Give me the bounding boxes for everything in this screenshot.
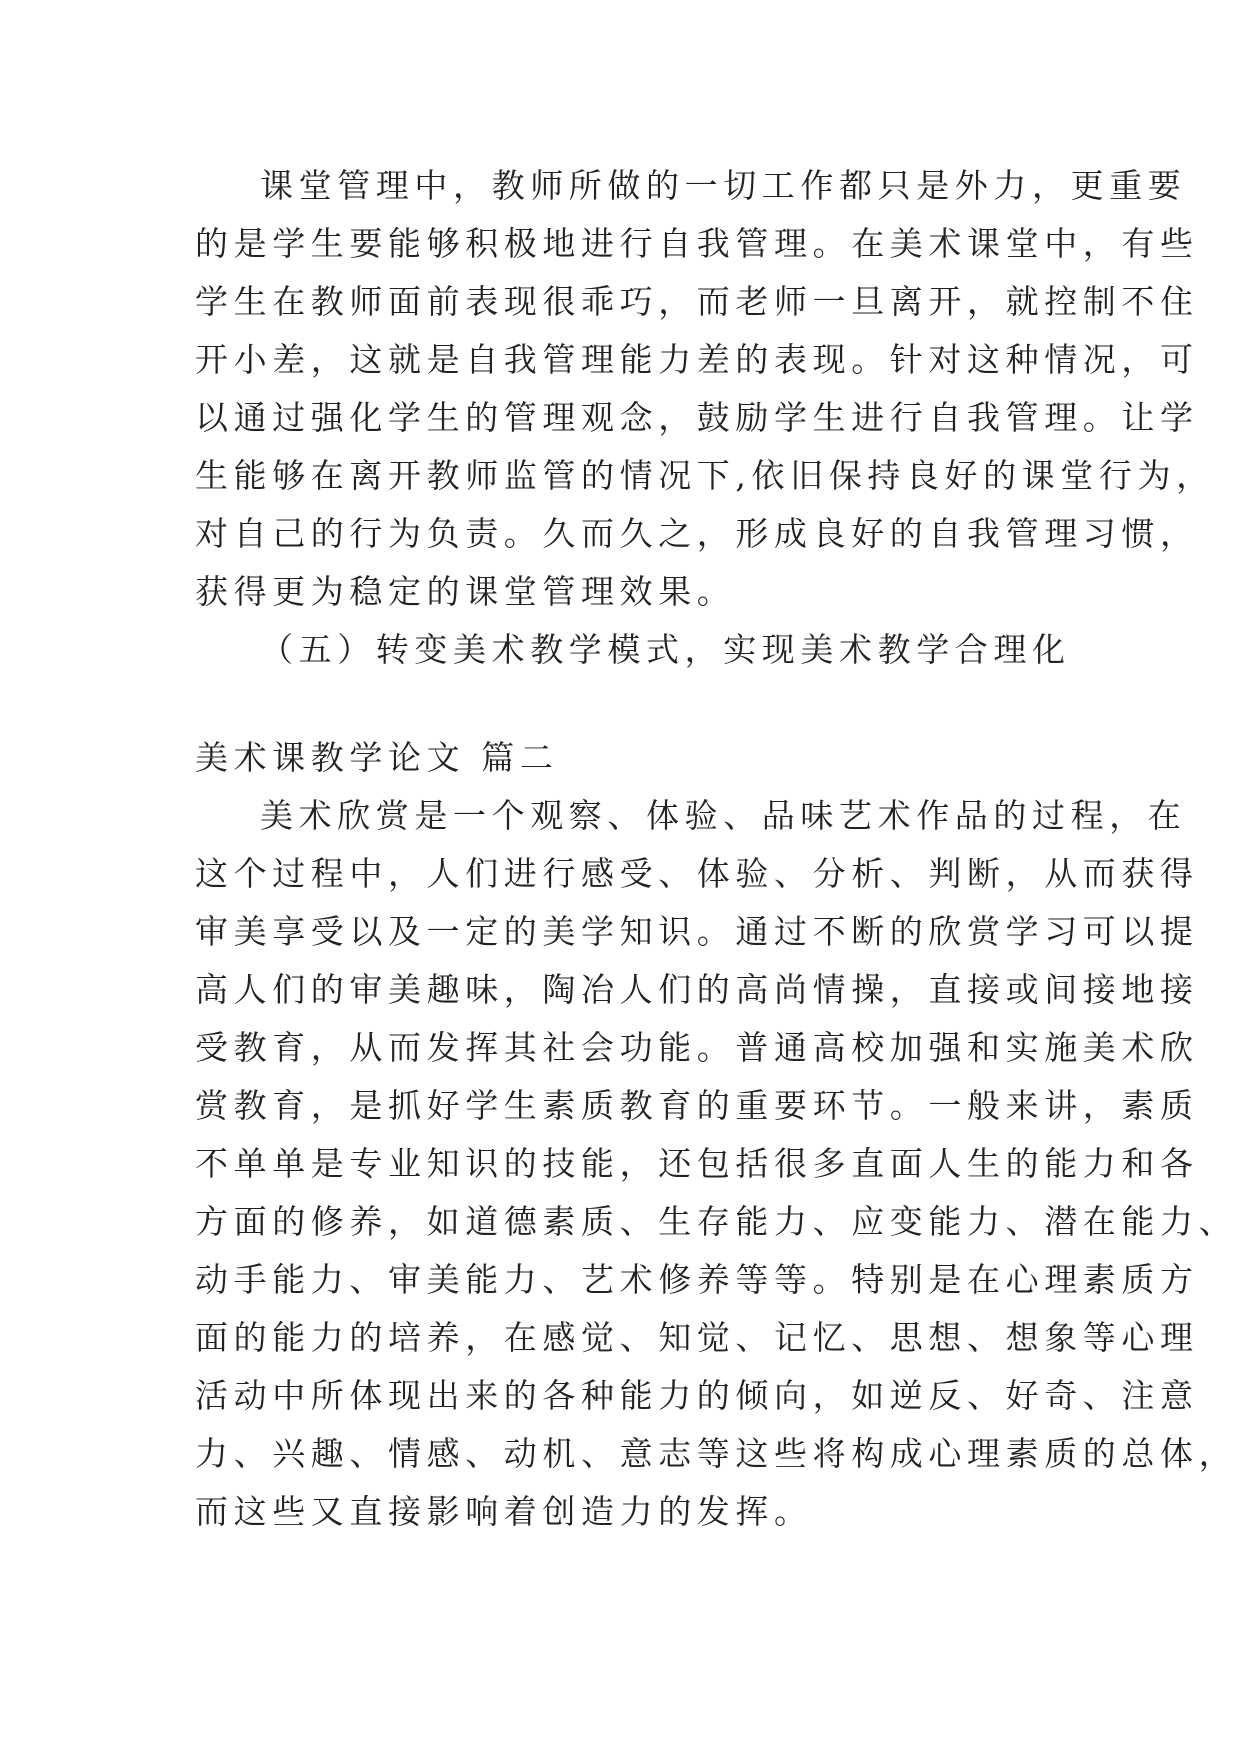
paragraph-line: 对自己的行为负责。久而久之，形成良好的自我管理习惯， [195, 514, 1199, 553]
paragraph-line: 活动中所体现出来的各种能力的倾向，如逆反、好奇、注意 [195, 1376, 1199, 1415]
paragraph-line: 美术欣赏是一个观察、体验、品味艺术作品的过程，在 [260, 796, 1187, 835]
paragraph-line: 开小差，这就是自我管理能力差的表现。针对这种情况，可 [195, 340, 1199, 379]
paragraph-line: 方面的修养，如道德素质、生存能力、应变能力、潜在能力、 [195, 1202, 1238, 1241]
paragraph-line: 这个过程中，人们进行感受、体验、分析、判断，从而获得 [195, 854, 1199, 893]
paragraph-line: 生能够在离开教师监管的情况下,依旧保持良好的课堂行为， [195, 456, 1215, 495]
paragraph-line: 的是学生要能够积极地进行自我管理。在美术课堂中，有些 [195, 224, 1199, 263]
paragraph-line: 面的能力的培养，在感觉、知觉、记忆、思想、想象等心理 [195, 1318, 1199, 1357]
article-title: 美术课教学论文 篇二 [195, 738, 559, 777]
paragraph-line: 审美享受以及一定的美学知识。通过不断的欣赏学习可以提 [195, 912, 1199, 951]
paragraph-line: 而这些又直接影响着创造力的发挥。 [195, 1492, 813, 1531]
section-subheading: （五）转变美术教学模式，实现美术教学合理化 [260, 630, 1071, 669]
paragraph-line: 学生在教师面前表现很乖巧，而老师一旦离开，就控制不住 [195, 282, 1199, 321]
paragraph-line: 受教育，从而发挥其社会功能。普通高校加强和实施美术欣 [195, 1028, 1199, 1067]
paragraph-line: 动手能力、审美能力、艺术修养等等。特别是在心理素质方 [195, 1260, 1199, 1299]
paragraph-line: 课堂管理中，教师所做的一切工作都只是外力，更重要 [260, 166, 1187, 205]
paragraph-line: 以通过强化学生的管理观念，鼓励学生进行自我管理。让学 [195, 398, 1199, 437]
paragraph-line: 赏教育，是抓好学生素质教育的重要环节。一般来讲，素质 [195, 1086, 1199, 1125]
paragraph-line: 获得更为稳定的课堂管理效果。 [195, 572, 736, 611]
paragraph-line: 力、兴趣、情感、动机、意志等这些将构成心理素质的总体， [195, 1434, 1238, 1473]
paragraph-line: 不单单是专业知识的技能，还包括很多直面人生的能力和各 [195, 1144, 1199, 1183]
paragraph-line: 高人们的审美趣味，陶冶人们的高尚情操，直接或间接地接 [195, 970, 1199, 1009]
